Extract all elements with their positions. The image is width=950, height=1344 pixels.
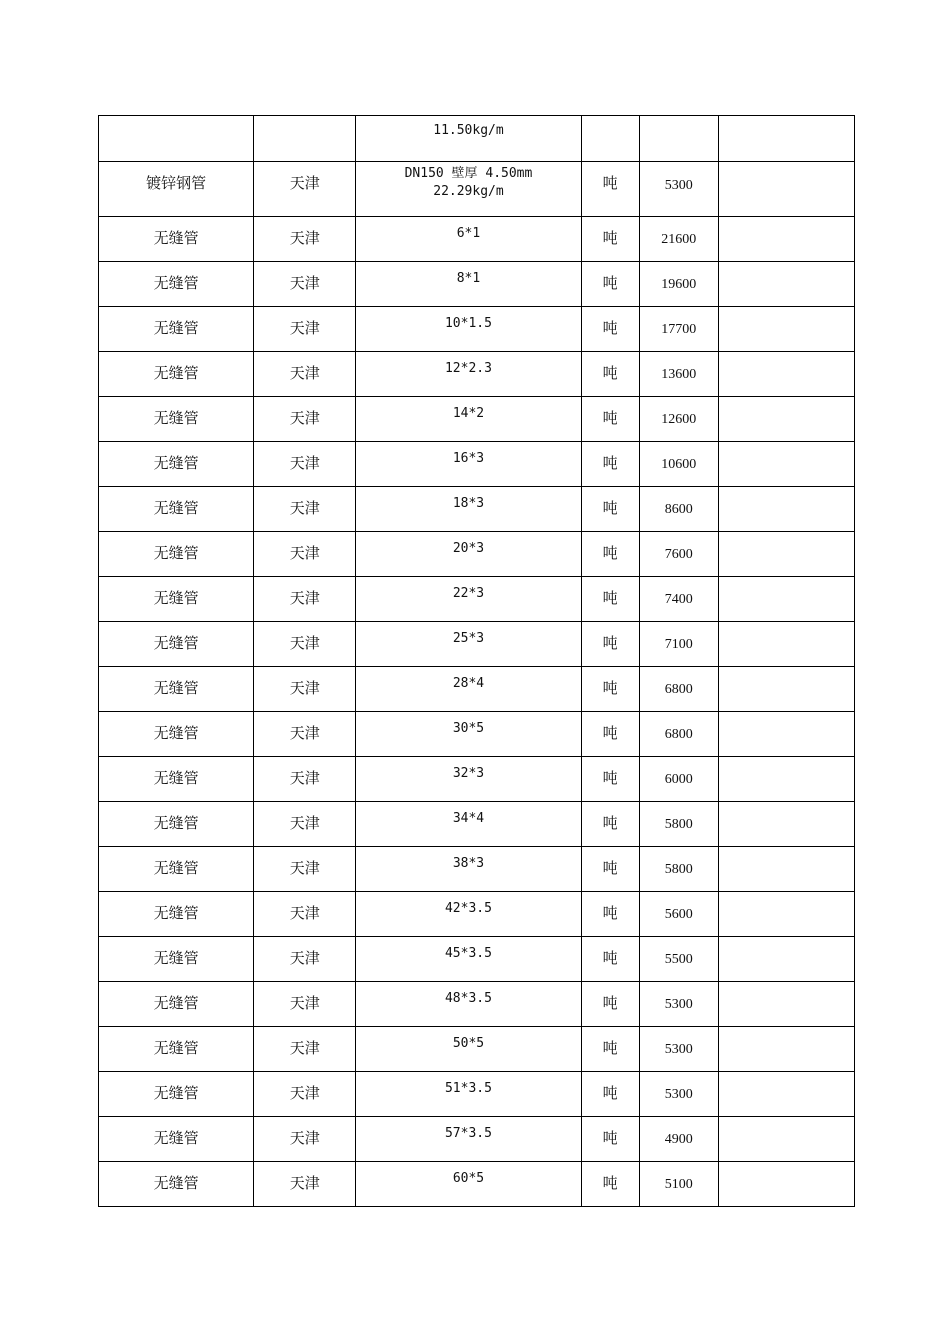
name-text: 无缝管 (153, 274, 199, 292)
origin-cell (254, 162, 356, 217)
price-text: 19600 (661, 277, 697, 292)
name-cell (99, 622, 254, 667)
table-row (99, 1117, 855, 1162)
note-cell (718, 397, 854, 442)
price-cell (639, 1117, 718, 1162)
price-text: 6000 (664, 772, 693, 787)
name-text: 无缝管 (153, 454, 199, 472)
unit-cell (581, 217, 639, 262)
unit-cell (581, 1072, 639, 1117)
unit-text: 吨 (602, 364, 618, 382)
origin-cell (254, 217, 356, 262)
spec-line-1: 45*3.5 (444, 946, 492, 961)
unit-cell (581, 487, 639, 532)
price-cell (639, 487, 718, 532)
price-text: 10600 (661, 457, 697, 472)
origin-cell (254, 1162, 356, 1207)
price-cell (639, 397, 718, 442)
unit-text: 吨 (602, 174, 618, 192)
origin-cell (254, 307, 356, 352)
origin-cell (254, 116, 356, 162)
spec-cell (356, 577, 581, 622)
price-cell (639, 307, 718, 352)
price-cell (639, 847, 718, 892)
price-cell (639, 162, 718, 217)
table-row (99, 577, 855, 622)
origin-cell (254, 892, 356, 937)
name-text: 无缝管 (153, 544, 199, 562)
table-row (99, 397, 855, 442)
spec-cell (356, 982, 581, 1027)
table-row-continued (99, 116, 855, 162)
spec-cell (356, 712, 581, 757)
price-text: 7600 (664, 547, 693, 562)
note-cell (718, 116, 854, 162)
unit-text: 吨 (602, 1039, 618, 1057)
note-cell (718, 1162, 854, 1207)
unit-cell (581, 1027, 639, 1072)
table-body (99, 116, 855, 1207)
origin-cell (254, 532, 356, 577)
price-text: 12600 (661, 412, 697, 427)
price-table (98, 115, 855, 1207)
spec-line-1: 6*1 (456, 226, 481, 241)
note-cell (718, 442, 854, 487)
origin-cell (254, 442, 356, 487)
spec-line-1: 34*4 (452, 811, 485, 826)
name-text: 无缝管 (153, 634, 199, 652)
unit-cell (581, 262, 639, 307)
unit-cell (581, 937, 639, 982)
origin-cell (254, 352, 356, 397)
note-cell (718, 162, 854, 217)
spec-line-1: 28*4 (452, 676, 485, 691)
origin-text: 天津 (289, 949, 320, 967)
origin-text: 天津 (289, 544, 320, 562)
name-cell (99, 847, 254, 892)
price-cell (639, 577, 718, 622)
spec-cell (356, 217, 581, 262)
price-text: 7400 (664, 592, 693, 607)
spec-line-1: 51*3.5 (444, 1081, 492, 1096)
table-row (99, 352, 855, 397)
table-row (99, 622, 855, 667)
origin-text: 天津 (289, 769, 320, 787)
origin-text: 天津 (289, 814, 320, 832)
origin-text: 天津 (289, 679, 320, 697)
origin-cell (254, 757, 356, 802)
spec-cell (356, 667, 581, 712)
origin-cell (254, 577, 356, 622)
price-cell (639, 712, 718, 757)
name-cell (99, 352, 254, 397)
price-text: 5600 (664, 907, 693, 922)
table-row (99, 712, 855, 757)
note-cell (718, 892, 854, 937)
unit-cell (581, 307, 639, 352)
spec-cell (356, 162, 581, 217)
origin-cell (254, 397, 356, 442)
unit-cell (581, 802, 639, 847)
name-text: 无缝管 (153, 859, 199, 877)
price-cell (639, 217, 718, 262)
name-cell (99, 116, 254, 162)
note-cell (718, 352, 854, 397)
table-row (99, 937, 855, 982)
spec-cell (356, 442, 581, 487)
spec-cell (356, 352, 581, 397)
origin-cell (254, 667, 356, 712)
table-row (99, 802, 855, 847)
name-cell (99, 307, 254, 352)
unit-cell (581, 532, 639, 577)
unit-cell (581, 577, 639, 622)
origin-cell (254, 847, 356, 892)
table-row (99, 442, 855, 487)
name-cell (99, 532, 254, 577)
origin-cell (254, 262, 356, 307)
table-row (99, 532, 855, 577)
unit-text: 吨 (602, 1084, 618, 1102)
name-text: 无缝管 (153, 679, 199, 697)
unit-cell (581, 1117, 639, 1162)
price-cell (639, 757, 718, 802)
note-cell (718, 982, 854, 1027)
spec-line-1: DN150 壁厚 4.50mm (404, 166, 533, 181)
origin-text: 天津 (289, 319, 320, 337)
spec-line-1: 18*3 (452, 496, 485, 511)
price-cell (639, 892, 718, 937)
price-cell (639, 1072, 718, 1117)
spec-text: 11.50kg/m (433, 123, 504, 138)
name-text: 无缝管 (153, 994, 199, 1012)
unit-text: 吨 (602, 1129, 618, 1147)
note-cell (718, 712, 854, 757)
name-text: 无缝管 (153, 1039, 199, 1057)
name-cell (99, 712, 254, 757)
price-cell (639, 1027, 718, 1072)
spec-line-1: 8*1 (456, 271, 481, 286)
note-cell (718, 532, 854, 577)
origin-text: 天津 (289, 499, 320, 517)
unit-cell (581, 757, 639, 802)
table-row (99, 1162, 855, 1207)
origin-text: 天津 (289, 454, 320, 472)
spec-cell (356, 1072, 581, 1117)
price-text: 6800 (664, 682, 693, 697)
spec-line-1: 50*5 (452, 1036, 485, 1051)
table-row (99, 757, 855, 802)
price-text: 4900 (664, 1132, 693, 1147)
name-text: 无缝管 (153, 1084, 199, 1102)
table-row (99, 217, 855, 262)
name-text: 无缝管 (153, 1174, 199, 1192)
unit-text: 吨 (602, 454, 618, 472)
price-cell (639, 262, 718, 307)
unit-cell (581, 397, 639, 442)
note-cell (718, 1117, 854, 1162)
spec-cell (356, 262, 581, 307)
spec-cell (356, 892, 581, 937)
name-cell (99, 982, 254, 1027)
price-text: 5300 (664, 1042, 693, 1057)
name-text: 无缝管 (153, 724, 199, 742)
spec-cell (356, 487, 581, 532)
note-cell (718, 487, 854, 532)
name-text: 无缝管 (153, 229, 199, 247)
spec-cell (356, 116, 581, 162)
price-cell (639, 352, 718, 397)
origin-text: 天津 (289, 724, 320, 742)
spec-line-1: 38*3 (452, 856, 485, 871)
name-text: 无缝管 (153, 409, 199, 427)
name-cell (99, 667, 254, 712)
unit-text: 吨 (602, 589, 618, 607)
unit-cell (581, 352, 639, 397)
name-cell (99, 162, 254, 217)
spec-cell (356, 757, 581, 802)
unit-cell (581, 1162, 639, 1207)
price-cell (639, 442, 718, 487)
note-cell (718, 757, 854, 802)
origin-text: 天津 (289, 634, 320, 652)
spec-cell (356, 937, 581, 982)
origin-text: 天津 (289, 364, 320, 382)
origin-cell (254, 802, 356, 847)
name-text: 无缝管 (153, 499, 199, 517)
spec-line-2: 22.29kg/m (433, 184, 504, 199)
unit-text: 吨 (602, 949, 618, 967)
name-cell (99, 397, 254, 442)
price-text: 5100 (664, 1177, 693, 1192)
origin-text: 天津 (289, 1174, 320, 1192)
unit-text: 吨 (602, 409, 618, 427)
table-row (99, 307, 855, 352)
name-cell (99, 487, 254, 532)
spec-cell (356, 802, 581, 847)
origin-cell (254, 1027, 356, 1072)
unit-text: 吨 (602, 229, 618, 247)
unit-text: 吨 (602, 274, 618, 292)
unit-cell (581, 847, 639, 892)
price-text: 5300 (664, 997, 693, 1012)
name-cell (99, 442, 254, 487)
table-row (99, 982, 855, 1027)
unit-text: 吨 (602, 634, 618, 652)
note-cell (718, 802, 854, 847)
price-text: 7100 (664, 637, 693, 652)
name-cell (99, 262, 254, 307)
unit-cell (581, 982, 639, 1027)
note-cell (718, 1027, 854, 1072)
price-cell (639, 116, 718, 162)
origin-cell (254, 1117, 356, 1162)
origin-cell (254, 622, 356, 667)
note-cell (718, 1072, 854, 1117)
table-row (99, 487, 855, 532)
spec-cell (356, 307, 581, 352)
table-row (99, 1027, 855, 1072)
name-text: 无缝管 (153, 814, 199, 832)
spec-line-1: 60*5 (452, 1171, 485, 1186)
name-text: 镀锌钢管 (146, 174, 207, 192)
spec-line-1: 25*3 (452, 631, 485, 646)
name-cell (99, 802, 254, 847)
unit-text: 吨 (602, 544, 618, 562)
price-text: 21600 (661, 232, 697, 247)
name-text: 无缝管 (153, 904, 199, 922)
price-text: 5300 (664, 1087, 693, 1102)
spec-line-1: 32*3 (452, 766, 485, 781)
unit-cell (581, 712, 639, 757)
name-cell (99, 892, 254, 937)
spec-cell (356, 1027, 581, 1072)
spec-line-1: 10*1.5 (444, 316, 492, 331)
spec-line-1: 20*3 (452, 541, 485, 556)
origin-text: 天津 (289, 274, 320, 292)
price-text: 5300 (664, 178, 693, 193)
table-row (99, 262, 855, 307)
unit-text: 吨 (602, 994, 618, 1012)
name-cell (99, 1117, 254, 1162)
price-text: 8600 (664, 502, 693, 517)
note-cell (718, 667, 854, 712)
spec-line-1: 14*2 (452, 406, 485, 421)
unit-text: 吨 (602, 724, 618, 742)
origin-text: 天津 (289, 1129, 320, 1147)
origin-text: 天津 (289, 174, 320, 192)
price-cell (639, 622, 718, 667)
unit-cell (581, 116, 639, 162)
unit-cell (581, 162, 639, 217)
unit-text: 吨 (602, 1174, 618, 1192)
origin-cell (254, 1072, 356, 1117)
price-cell (639, 667, 718, 712)
unit-text: 吨 (602, 904, 618, 922)
name-cell (99, 577, 254, 622)
price-cell (639, 532, 718, 577)
price-text: 5800 (664, 817, 693, 832)
table-row (99, 667, 855, 712)
unit-cell (581, 622, 639, 667)
note-cell (718, 217, 854, 262)
price-text: 5800 (664, 862, 693, 877)
name-cell (99, 1072, 254, 1117)
note-cell (718, 577, 854, 622)
spec-cell (356, 1117, 581, 1162)
origin-text: 天津 (289, 229, 320, 247)
unit-cell (581, 442, 639, 487)
note-cell (718, 937, 854, 982)
price-cell (639, 1162, 718, 1207)
price-cell (639, 982, 718, 1027)
origin-text: 天津 (289, 904, 320, 922)
name-cell (99, 217, 254, 262)
spec-line-1: 16*3 (452, 451, 485, 466)
unit-text: 吨 (602, 679, 618, 697)
origin-cell (254, 982, 356, 1027)
spec-line-1: 22*3 (452, 586, 485, 601)
name-cell (99, 1027, 254, 1072)
spec-line-1: 57*3.5 (444, 1126, 492, 1141)
unit-cell (581, 667, 639, 712)
name-text: 无缝管 (153, 949, 199, 967)
note-cell (718, 847, 854, 892)
note-cell (718, 307, 854, 352)
price-text: 6800 (664, 727, 693, 742)
unit-text: 吨 (602, 499, 618, 517)
price-text: 5500 (664, 952, 693, 967)
origin-text: 天津 (289, 1084, 320, 1102)
origin-text: 天津 (289, 994, 320, 1012)
spec-line-1: 42*3.5 (444, 901, 492, 916)
name-cell (99, 1162, 254, 1207)
name-text: 无缝管 (153, 769, 199, 787)
origin-text: 天津 (289, 859, 320, 877)
origin-cell (254, 937, 356, 982)
spec-cell (356, 532, 581, 577)
spec-cell (356, 622, 581, 667)
name-text: 无缝管 (153, 589, 199, 607)
unit-text: 吨 (602, 814, 618, 832)
table-row (99, 162, 855, 217)
unit-text: 吨 (602, 769, 618, 787)
note-cell (718, 622, 854, 667)
origin-text: 天津 (289, 409, 320, 427)
note-cell (718, 262, 854, 307)
unit-text: 吨 (602, 859, 618, 877)
origin-text: 天津 (289, 589, 320, 607)
spec-cell (356, 847, 581, 892)
unit-text: 吨 (602, 319, 618, 337)
name-text: 无缝管 (153, 1129, 199, 1147)
table-row (99, 892, 855, 937)
name-cell (99, 937, 254, 982)
table-row (99, 1072, 855, 1117)
spec-line-1: 30*5 (452, 721, 485, 736)
table-row (99, 847, 855, 892)
origin-cell (254, 487, 356, 532)
price-text: 13600 (661, 367, 697, 382)
origin-text: 天津 (289, 1039, 320, 1057)
name-cell (99, 757, 254, 802)
spec-cell (356, 1162, 581, 1207)
origin-cell (254, 712, 356, 757)
price-text: 17700 (661, 322, 697, 337)
name-text: 无缝管 (153, 364, 199, 382)
spec-cell (356, 397, 581, 442)
price-cell (639, 937, 718, 982)
price-cell (639, 802, 718, 847)
name-text: 无缝管 (153, 319, 199, 337)
spec-line-1: 48*3.5 (444, 991, 492, 1006)
spec-line-1: 12*2.3 (444, 361, 492, 376)
unit-cell (581, 892, 639, 937)
